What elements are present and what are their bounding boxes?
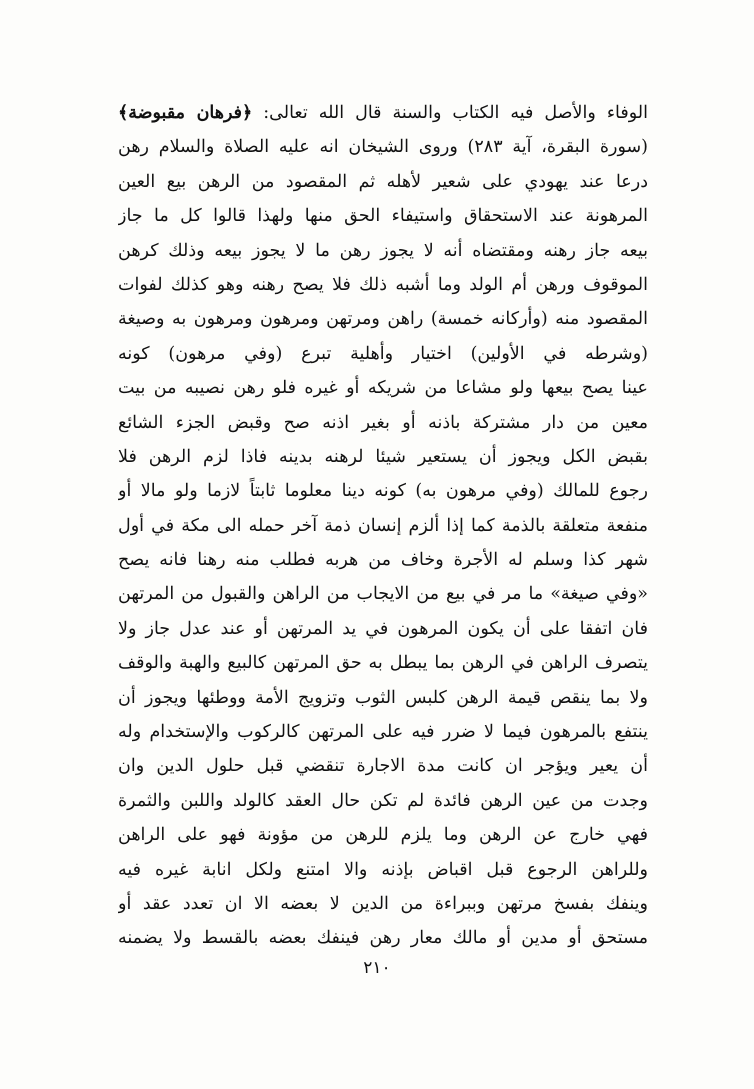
text-line: فان اتفقا على أن يكون المرهون في يد المرتهن أو عند عدل جاز ولا bbox=[118, 618, 648, 639]
text-line: المقصود منه (وأركانه خمسة) راهن ومرتهن ومرهون ومرهون به وصيغة bbox=[118, 309, 648, 330]
text-line: «وفي صيغة» ما مر في بيع من الايجاب من الراهن والقبول من المرتهن bbox=[118, 584, 648, 605]
text-line: الموقوف ورهن أم الولد وما أشبه ذلك فلا يصح رهنه وهو كذلك لفوات bbox=[118, 274, 648, 295]
text-line: معين من دار مشتركة باذنه أو بغير اذنه صح وقبض الجزء الشائع bbox=[118, 412, 648, 433]
quran-quote: ﴿فرهان مقبوضة﴾ bbox=[118, 103, 253, 123]
text-line: الوفاء والأصل فيه الكتاب والسنة قال الله تعالى: ﴿فرهان مقبوضة﴾ bbox=[118, 103, 648, 123]
text-line: وللراهن الرجوع قبل اقباض بإذنه والا امتنع ولكل انابة غيره فيه bbox=[118, 859, 648, 880]
text-line: وجدت من عين الرهن فائدة لم تكن حال العقد كالولد واللبن والثمرة bbox=[118, 790, 648, 811]
text-line: مستحق أو مدين أو مالك معار رهن فينفك بعضه بالقسط ولا يضمنه bbox=[118, 928, 648, 949]
text-line: ولا بما ينقص قيمة الرهن كلبس الثوب وتزويج الأمة ووطئها ويجوز أن bbox=[118, 687, 648, 708]
text-line: فهي خارج عن الرهن وما يلزم للرهن من مؤونة فهو على الراهن bbox=[118, 825, 648, 846]
text-line: ينتفع بالمرهون فيما لا ضرر فيه على المرتهن كالركوب والإستخدام وله bbox=[118, 722, 648, 743]
text-line: أن يعير ويؤجر ان كانت مدة الاجارة تنقضي قبل حلول الدين وان bbox=[118, 756, 648, 777]
page-number: ٢١٠ bbox=[363, 958, 391, 978]
text-line: منفعة متعلقة بالذمة كما إذا ألزم إنسان ذمة آخر حمله الى مكة في أول bbox=[118, 515, 648, 536]
text-line: بيعه جاز رهنه ومقتضاه أنه لا يجوز رهن ما لا يجوز بيعه وذلك كرهن bbox=[118, 240, 648, 261]
body-text bbox=[118, 96, 648, 956]
text-line: (وشرطه في الأولين) اختيار وأهلية تبرع (وفي مرهون) كونه bbox=[118, 343, 648, 364]
text-line: المرهونة عند الاستحقاق واستيفاء الحق منها ولهذا قالوا كل ما جاز bbox=[118, 206, 648, 227]
text-line: يتصرف الراهن في الرهن بما يبطل به حق المرتهن كالبيع والهبة والوقف bbox=[118, 653, 648, 674]
text-line: عينا يصح بيعها ولو مشاعا من شريكه أو غيره فلو رهن نصيبه من بيت bbox=[118, 378, 648, 399]
text-line: (سورة البقرة، آية ٢٨٣) وروى الشيخان انه عليه الصلاة والسلام رهن bbox=[118, 137, 648, 158]
text-line: بقبض الكل ويجوز أن يستعير شيئا لرهنه بدينه فاذا لزم الرهن فلا bbox=[118, 446, 648, 467]
text-line: وينفك بفسخ مرتهن وببراءة من الدين لا بعضه الا ان تعدد عقد أو bbox=[118, 893, 648, 914]
text-line: رجوع للمالك (وفي مرهون به) كونه دينا معلوما ثابتاً لازما ولو مالا أو bbox=[118, 481, 648, 502]
text-line: درعا عند يهودي على شعير لأهله ثم المقصود من الرهن بيع العين bbox=[118, 171, 648, 192]
text-line: شهر كذا وسلم له الأجرة وخاف من هربه فطلب منه رهنا فانه يصح bbox=[118, 550, 648, 571]
